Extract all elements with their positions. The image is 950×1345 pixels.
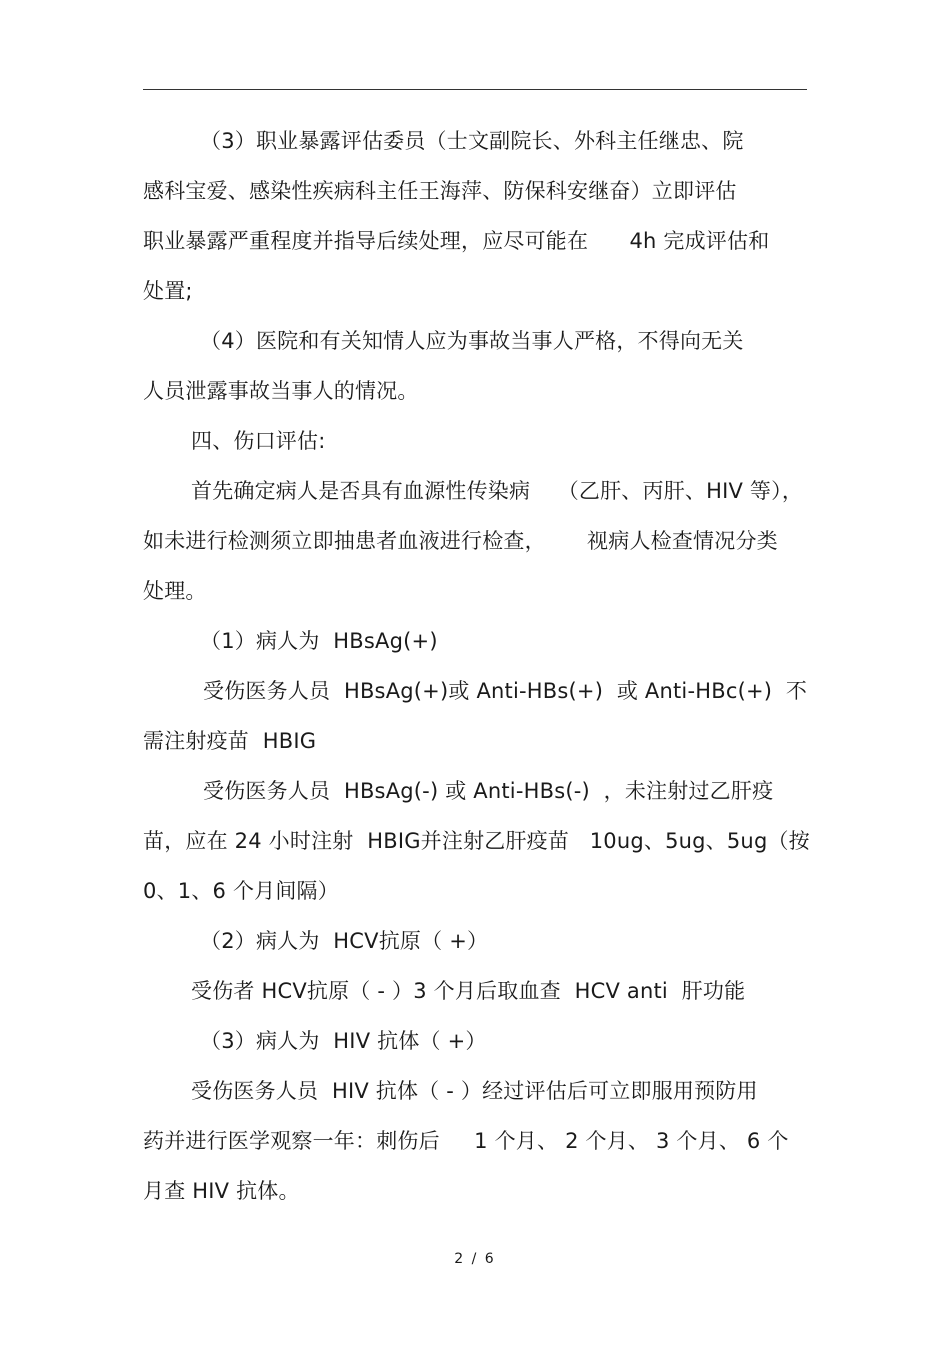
page-number: 2 / 6 [454, 1251, 496, 1267]
text-line: 月查 HIV 抗体。 [143, 1179, 300, 1203]
text-line: 职业暴露严重程度并指导后续处理，应尽可能在 4h 完成评估和 [143, 229, 770, 253]
text-line: （3）职业暴露评估委员（士文副院长、外科主任继忠、院 [200, 129, 744, 153]
text-line: 药并进行医学观察一年：刺伤后 1 个月、 2 个月、 3 个月、 6 个 [143, 1129, 789, 1153]
text-line: （1）病人为 HBsAg(+) [200, 629, 438, 653]
text-line: 苗，应在 24 小时注射 HBIG并注射乙肝疫苗 10ug、5ug、5ug（按 [143, 829, 810, 853]
text-line: （3）病人为 HIV 抗体（ +） [200, 1029, 487, 1053]
text-line: 0、1、6 个月间隔） [143, 879, 339, 903]
text-line: （2）病人为 HCV抗原（ +） [200, 929, 489, 953]
text-line: 受伤医务人员 HBsAg(+)或 Anti-HBs(+) 或 Anti-HBc(+) 不 [203, 679, 808, 703]
text-line: 受伤者 HCV抗原（ - ）3 个月后取血查 HCV anti 肝功能 [191, 979, 746, 1003]
section-heading: 四、伤口评估: [191, 429, 326, 453]
text-line: 受伤医务人员 HBsAg(-) 或 Anti-HBs(-) ，未注射过乙肝疫 [203, 779, 774, 803]
text-line: 受伤医务人员 HIV 抗体（ - ）经过评估后可立即服用预防用 [191, 1079, 758, 1103]
text-line: 如未进行检测须立即抽患者血液进行检查， 视病人检查情况分类 [143, 529, 778, 553]
text-line: 感科宝爱、感染性疾病科主任王海萍、防保科安继奋）立即评估 [143, 179, 737, 203]
text-line: （4）医院和有关知情人应为事故当事人严格，不得向无关 [200, 329, 744, 353]
text-line: 人员泄露事故当事人的情况。 [143, 379, 419, 403]
text-line: 首先确定病人是否具有血源性传染病 （乙肝、丙肝、HIV 等）， [191, 479, 804, 503]
header-rule [143, 89, 807, 90]
text-line: 处置; [143, 279, 193, 303]
text-line: 处理。 [143, 579, 207, 603]
text-line: 需注射疫苗 HBIG [143, 729, 317, 753]
